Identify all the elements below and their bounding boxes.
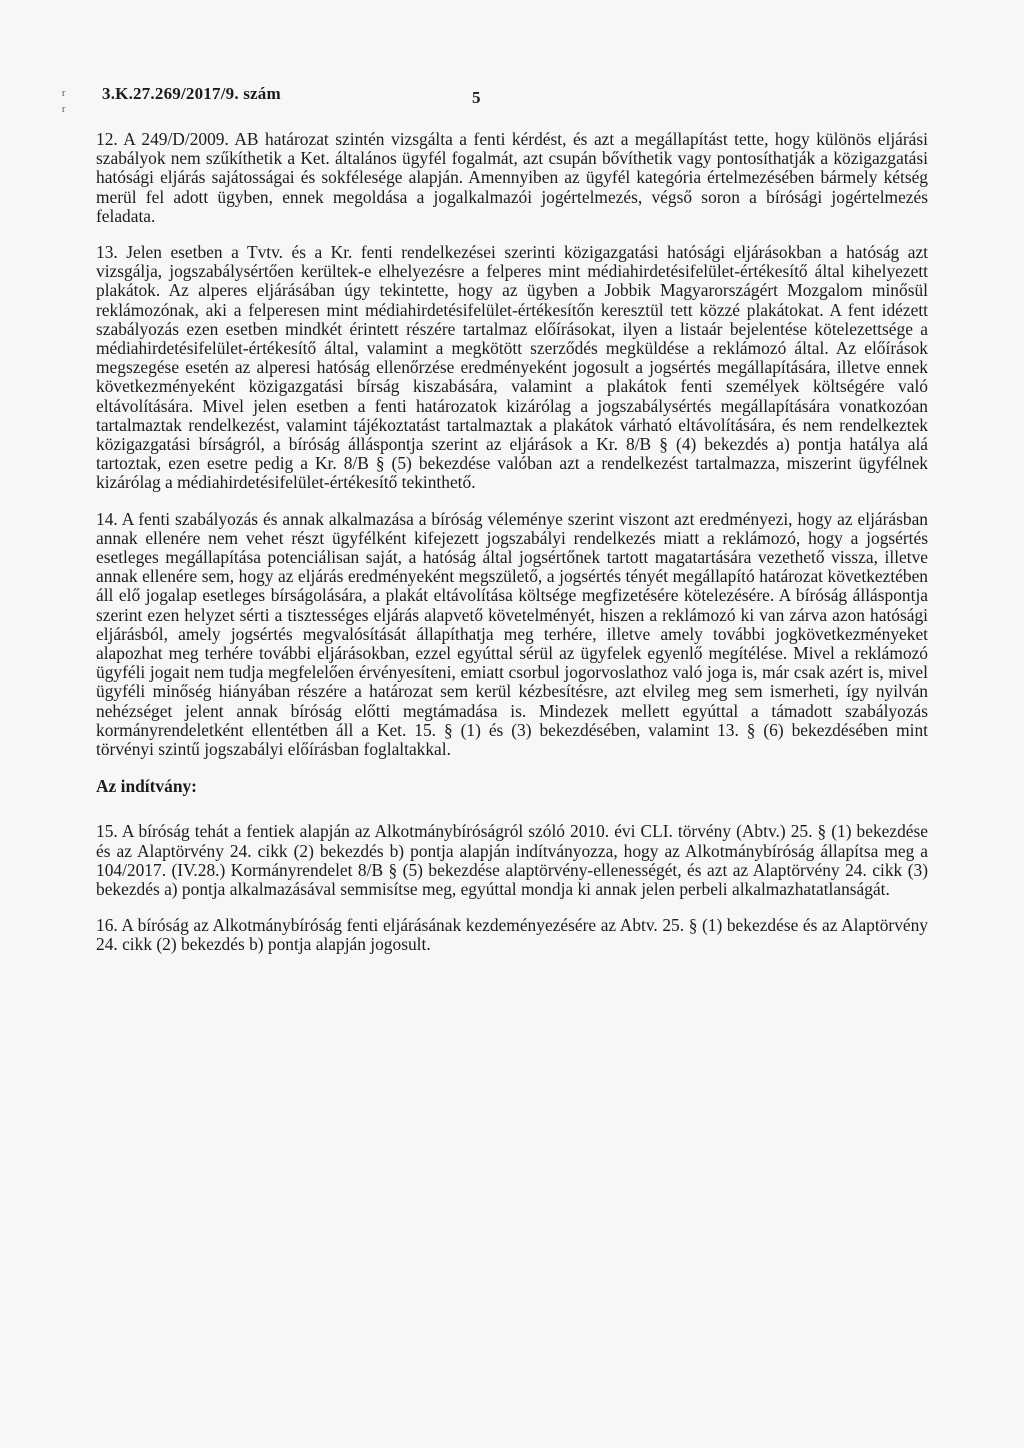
paragraph-16 (96, 916, 928, 954)
paragraph-text: Jelen esetben a Tvtv. és a Kr. fenti rendelkezései szerinti közigazgatási hatósági eljárásokban a hatóság azt vizsgálja, jogszabálysértően kerültek-e elhelyezésre a felperes mint médiahirdetésifelület-értékesítő által kihelyezett plakátok. Az alperes eljárásában úgy tekintette, hogy az ügyben a Jobbik Magyarországért Mozgalom minősül reklámozónak, aki a felperesen mint médiahirdetésifelület-értékesítőn keresztül tett közzé plakátokat. A fent idézett szabályozás ezen esetben mindkét érintett részére tartalmaz előírásokat, ilyen a listaár bejelentése kötelezettsége a médiahirdetésifelület-értékesítő által, valamint a megkötött szerződés megküldése a reklámozó által. Az előírások megszegése esetén az alperesi hatóság ellenőrzése eredményeként jogosult a jogsértés megállapítására, illetve ennek következményeként közigazgatási bírság kiszabására, valamint a plakátok fenti személyek költségére való eltávolítására. Mivel jelen esetben a fenti határozatok kizárólag a jogszabálysértés megállapítására vonatkozóan tartalmaztak rendelkezést, valamint tájékoztatást tartalmaztak a plakátok várható eltávolítására, és nem rendelkeztek közigazgatási bírságról, a bíróság álláspontja szerint az eljárások a Kr. 8/B § (4) bekezdés a) pontja hatálya alá tartoztak, ezen esetre pedig a Kr. 8/B § (5) bekezdése valóban azt a rendelkezést tartalmazza, miszerint ügyfélnek kizárólag a médiahirdetésifelület-értékesítő tekinthető. (96, 242, 928, 493)
paragraph-13 (96, 243, 928, 493)
page-number: 5 (472, 88, 481, 107)
paragraph-number: 16. (96, 915, 118, 936)
paragraph-text: A bíróság az Alkotmánybíróság fenti eljárásának kezdeményezésére az Abtv. 25. § (1) bekezdése és az Alaptörvény 24. cikk (2) bekezdés b) pontja alapján jogosult. (96, 915, 928, 955)
document-body (96, 130, 928, 972)
section-heading: Az indítvány: (96, 776, 197, 797)
case-number: 3.K.27.269/2017/9. szám (102, 84, 281, 103)
paragraph-number: 15. (96, 821, 118, 842)
paragraph-number: 12. (96, 129, 118, 149)
paragraph-text: A 249/D/2009. AB határozat szintén vizsgálta a fenti kérdést, és azt a megállapítást tette, hogy különös eljárási szabályok nem szűkíthetik a Ket. általános ügyfél fogalmát, azt csupán bővíthetik vagy pontosíthatják a közigazgatási hatósági eljárás sajátosságai és sokfélesége alapján. Amennyiben az ügyfél kategória értelmezésében bármely kétség merül fel adott ügyben, ennek megoldása a jogalkalmazói jogértelmezés, végső soron a bírósági jogértelmezés feladata. (96, 129, 928, 226)
paragraph-14 (96, 510, 928, 760)
margin-mark: r (62, 104, 66, 115)
margin-mark: r (62, 88, 66, 99)
paragraph-number: 13. (96, 242, 118, 263)
paragraph-number: 14. (96, 508, 118, 529)
paragraph-text: A fenti szabályozás és annak alkalmazása a bíróság véleménye szerint viszont azt eredményezi, hogy az eljárásban annak ellenére nem vehet részt ügyfélként kifejezett jogszabályi rendelkezés miatt a reklámozó, hogy a jogsértés esetleges megállapítása potenciálisan saját, a hatóság által jogsértőnek tartott magatartására vezethető vissza, illetve annak ellenére sem, hogy az eljárás eredményeként megszülető, a jogsértés tényét megállapító határozat következtében áll elő jogalap esetleges bírságolására, a plakát eltávolítása költsége megfizetésére kötelezésére. A bíróság álláspontja szerint ezen helyzet sérti a tisztességes eljárás alapvető követelményét, hiszen a reklámozó ki van zárva azon hatósági eljárásból, amely jogsértés megvalósítását állapíthatja meg terhére, illetve amely további jogkövetkezményeket alapozhat meg terhére további eljárásokban, ezzel egyúttal sérül az ügyfelek egyenlő megítélése. Mivel a reklámozó ügyféli jogait nem tudja megfelelően érvényesíteni, emiatt csorbul jogorvoslathoz való joga is, már csak azért is, mivel ügyféli minőség hiányában részére a határozat sem kerül kézbesítésre, azt elvileg meg sem ismerheti, így nyilván nehézséget jelent annak bíróság előtti megtámadása is. Mindezek mellett egyúttal a támadott szabályozás kormányrendeletként ellentétben áll a Ket. 15. § (1) és (3) bekezdésében, valamint 13. § (6) bekezdésében mint törvényi szintű jogszabályi előírásban foglaltakkal. (96, 508, 929, 760)
paragraph-12 (96, 130, 928, 226)
page-header (96, 84, 928, 114)
paragraph-15 (96, 822, 928, 899)
paragraph-text: A bíróság tehát a fentiek alapján az Alkotmánybíróságról szóló 2010. évi CLI. törvény (Abtv.) 25. § (1) bekezdése és az Alaptörvény 24. cikk (2) bekezdés b) pontja alapján indítványozza, hogy az Alkotmánybíróság állapítsa meg a 104/2017. (IV.28.) Kormányrendelet 8/B § (5) bekezdése alaptörvény-ellenességét, és azt az Alaptörvény 24. cikk (3) bekezdés a) pontja alkalmazásával semmisítse meg, egyúttal mondja ki annak jelen perbeli alkalmazhatatlanságát. (96, 821, 928, 899)
